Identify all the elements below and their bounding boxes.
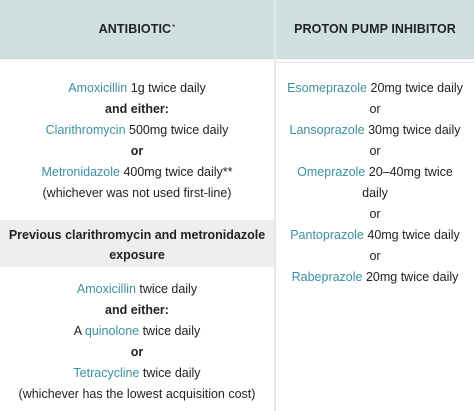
first-line-note: (whichever was not used first-line)	[42, 186, 232, 200]
ppi-pantoprazole	[276, 227, 474, 243]
esomeprazole-link[interactable]: Esomeprazole	[287, 81, 368, 95]
ppi-or-2: or	[369, 144, 381, 158]
antibiotic-header	[0, 0, 274, 59]
quinolone-link[interactable]: quinolone	[84, 324, 140, 338]
lansoprazole-link[interactable]: Lansoprazole	[289, 123, 365, 137]
ppi-rabeprazole	[276, 269, 474, 285]
rabeprazole-dose: 20mg twice daily	[362, 270, 459, 284]
second-line-quinolone	[0, 323, 274, 339]
ppi-column	[276, 0, 474, 411]
subheading-line2: exposure	[109, 248, 165, 262]
tetracycline-dose: twice daily	[139, 366, 201, 380]
ppi-or-4: or	[369, 249, 381, 263]
omeprazole-dose: 20–40mg twice	[365, 165, 453, 179]
ppi-lansoprazole	[276, 122, 474, 138]
lansoprazole-dose: 30mg twice daily	[364, 123, 461, 137]
ppi-omeprazole	[276, 164, 474, 180]
second-line-or: or	[130, 345, 144, 359]
ppi-or-1: or	[369, 102, 381, 116]
first-line-metronidazole	[0, 164, 274, 180]
first-line-amoxicillin	[0, 80, 274, 96]
ppi-or-3: or	[369, 207, 381, 221]
first-line-or: or	[130, 144, 144, 158]
antibiotic-header-footnote-mark: *	[172, 22, 176, 32]
metronidazole-dose: 400mg twice daily**	[119, 165, 233, 179]
ppi-header	[276, 0, 474, 59]
first-line-clarithromycin	[0, 122, 274, 138]
first-line-and-either: and either:	[105, 102, 169, 116]
amoxicillin-dose-2: twice daily	[135, 282, 198, 296]
second-line-and-either: and either:	[105, 303, 169, 317]
pantoprazole-link[interactable]: Pantoprazole	[290, 228, 364, 242]
second-line-amoxicillin	[0, 281, 274, 297]
antibiotic-header-label: ANTIBIOTIC	[98, 22, 172, 36]
subheading-band	[0, 220, 274, 267]
clarithromycin-dose: 500mg twice daily	[125, 123, 229, 137]
amoxicillin-link[interactable]: Amoxicillin	[68, 81, 128, 95]
amoxicillin-dose: 1g twice daily	[127, 81, 206, 95]
esomeprazole-dose: 20mg twice daily	[367, 81, 463, 95]
ppi-esomeprazole	[276, 80, 474, 96]
ppi-divider	[276, 62, 474, 63]
ppi-header-label: PROTON PUMP INHIBITOR	[294, 22, 456, 36]
second-line-tetracycline	[0, 365, 274, 381]
clarithromycin-link[interactable]: Clarithromycin	[45, 123, 126, 137]
ppi-omeprazole-dose-cont: daily	[362, 186, 388, 200]
metronidazole-link[interactable]: Metronidazole	[41, 165, 120, 179]
second-line-note: (whichever has the lowest acquisition cost)	[18, 387, 256, 401]
amoxicillin-link-2[interactable]: Amoxicillin	[76, 282, 136, 296]
rabeprazole-link[interactable]: Rabeprazole	[291, 270, 363, 284]
omeprazole-link[interactable]: Omeprazole	[297, 165, 366, 179]
pantoprazole-dose: 40mg twice daily	[363, 228, 460, 242]
subheading-line1: Previous clarithromycin and metronidazole	[8, 228, 266, 242]
quinolone-dose: twice daily	[139, 324, 201, 338]
quinolone-prefix: A	[73, 324, 85, 338]
tetracycline-link[interactable]: Tetracycline	[73, 366, 140, 380]
